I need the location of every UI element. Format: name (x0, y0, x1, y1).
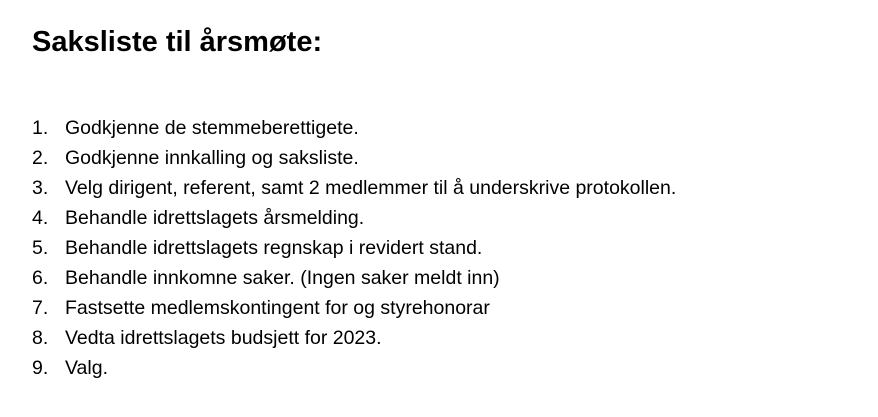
agenda-item-number: 4. (32, 207, 49, 229)
agenda-item-text: Behandle idrettslagets årsmelding. (65, 207, 365, 229)
agenda-list (32, 113, 676, 383)
agenda-item-text: Vedta idrettslagets budsjett for 2023. (65, 327, 382, 349)
agenda-item-number: 7. (32, 297, 49, 319)
agenda-item-number: 2. (32, 147, 49, 169)
agenda-item (32, 323, 676, 353)
agenda-item (32, 233, 676, 263)
agenda-item (32, 113, 676, 143)
agenda-item-text: Godkjenne de stemmeberettigete. (65, 117, 359, 139)
agenda-item (32, 203, 676, 233)
agenda-item (32, 263, 676, 293)
agenda-item-text: Valg. (65, 357, 108, 379)
agenda-item (32, 293, 676, 323)
agenda-item-text: Behandle idrettslagets regnskap i revidert stand. (65, 237, 483, 259)
agenda-item (32, 143, 676, 173)
agenda-item-number: 9. (32, 357, 49, 379)
agenda-item-text: Behandle innkomne saker. (Ingen saker meldt inn) (65, 267, 500, 289)
agenda-item-number: 1. (32, 117, 49, 139)
agenda-item-text: Velg dirigent, referent, samt 2 medlemmer til å underskrive protokollen. (65, 177, 677, 199)
agenda-item-number: 5. (32, 237, 49, 259)
agenda-item-text: Fastsette medlemskontingent for og styrehonorar (65, 297, 490, 319)
agenda-item (32, 353, 676, 383)
agenda-item-number: 8. (32, 327, 49, 349)
document-title: Saksliste til årsmøte: (32, 26, 323, 58)
agenda-item-number: 6. (32, 267, 49, 289)
agenda-item-number: 3. (32, 177, 49, 199)
agenda-item-text: Godkjenne innkalling og saksliste. (65, 147, 359, 169)
agenda-item (32, 173, 676, 203)
